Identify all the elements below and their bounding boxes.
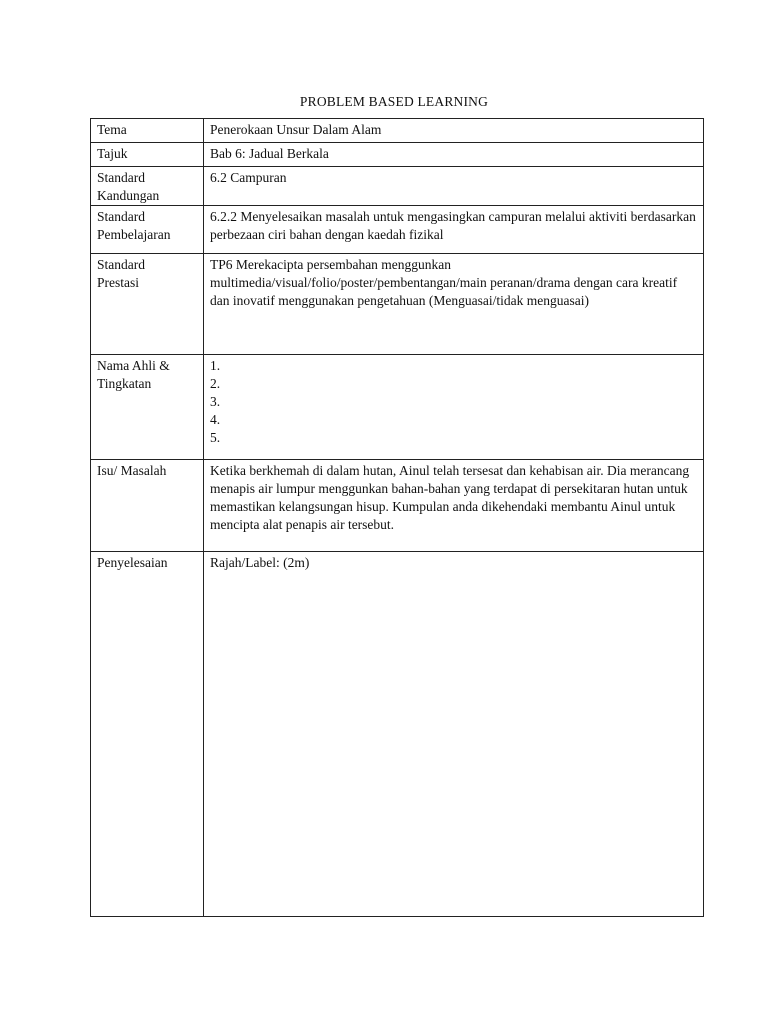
value-standard-pembelajaran: 6.2.2 Menyelesaikan masalah untuk mengasingkan campuran melalui aktiviti berdasarkan perbezaan ciri bahan dengan kaedah fizikal: [204, 206, 704, 254]
label-nama-ahli: Nama Ahli & Tingkatan: [91, 355, 204, 460]
member-list: [210, 357, 698, 447]
value-isu-masalah: Ketika berkhemah di dalam hutan, Ainul telah tersesat dan kehabisan air. Dia merancang menapis air lumpur menggunkan bahan-bahan yang terdapat di persekitaran hutan untuk memastikan kelangsungan hisup. Kumpulan anda dikehendaki membantu Ainul untuk mencipta alat penapis air tersebut.: [204, 460, 704, 552]
member-item: 4.: [210, 412, 221, 427]
label-standard-kandungan: Standard Kandungan: [91, 167, 204, 206]
label-isu-masalah: Isu/ Masalah: [91, 460, 204, 552]
value-standard-kandungan: 6.2 Campuran: [204, 167, 704, 206]
member-item: 5.: [210, 430, 221, 445]
row-tema: [91, 119, 704, 143]
member-item: 1.: [210, 358, 221, 373]
row-penyelesaian: [91, 552, 704, 917]
value-tajuk: Bab 6: Jadual Berkala: [204, 143, 704, 167]
row-standard-pembelajaran: [91, 206, 704, 254]
member-item: 3.: [210, 394, 221, 409]
row-tajuk: [91, 143, 704, 167]
value-nama-ahli: [204, 355, 704, 460]
label-standard-pembelajaran: Standard Pembelajaran: [91, 206, 204, 254]
row-nama-ahli: [91, 355, 704, 460]
label-tajuk: Tajuk: [91, 143, 204, 167]
label-standard-prestasi: Standard Prestasi: [91, 254, 204, 355]
value-penyelesaian[interactable]: Rajah/Label: (2m): [204, 552, 704, 917]
value-tema: Penerokaan Unsur Dalam Alam: [204, 119, 704, 143]
pbl-worksheet-table: [90, 118, 704, 917]
label-tema: Tema: [91, 119, 204, 143]
row-isu-masalah: [91, 460, 704, 552]
value-standard-prestasi: TP6 Merekacipta persembahan menggunkan multimedia/visual/folio/poster/pembentangan/main peranan/drama dengan cara kreatif dan inovatif menggunakan pengetahuan (Menguasai/tidak menguasai): [204, 254, 704, 355]
page-title: PROBLEM BASED LEARNING: [299, 94, 489, 109]
row-standard-kandungan: [91, 167, 704, 206]
label-penyelesaian: Penyelesaian: [91, 552, 204, 917]
row-standard-prestasi: [91, 254, 704, 355]
member-item: 2.: [210, 376, 221, 391]
